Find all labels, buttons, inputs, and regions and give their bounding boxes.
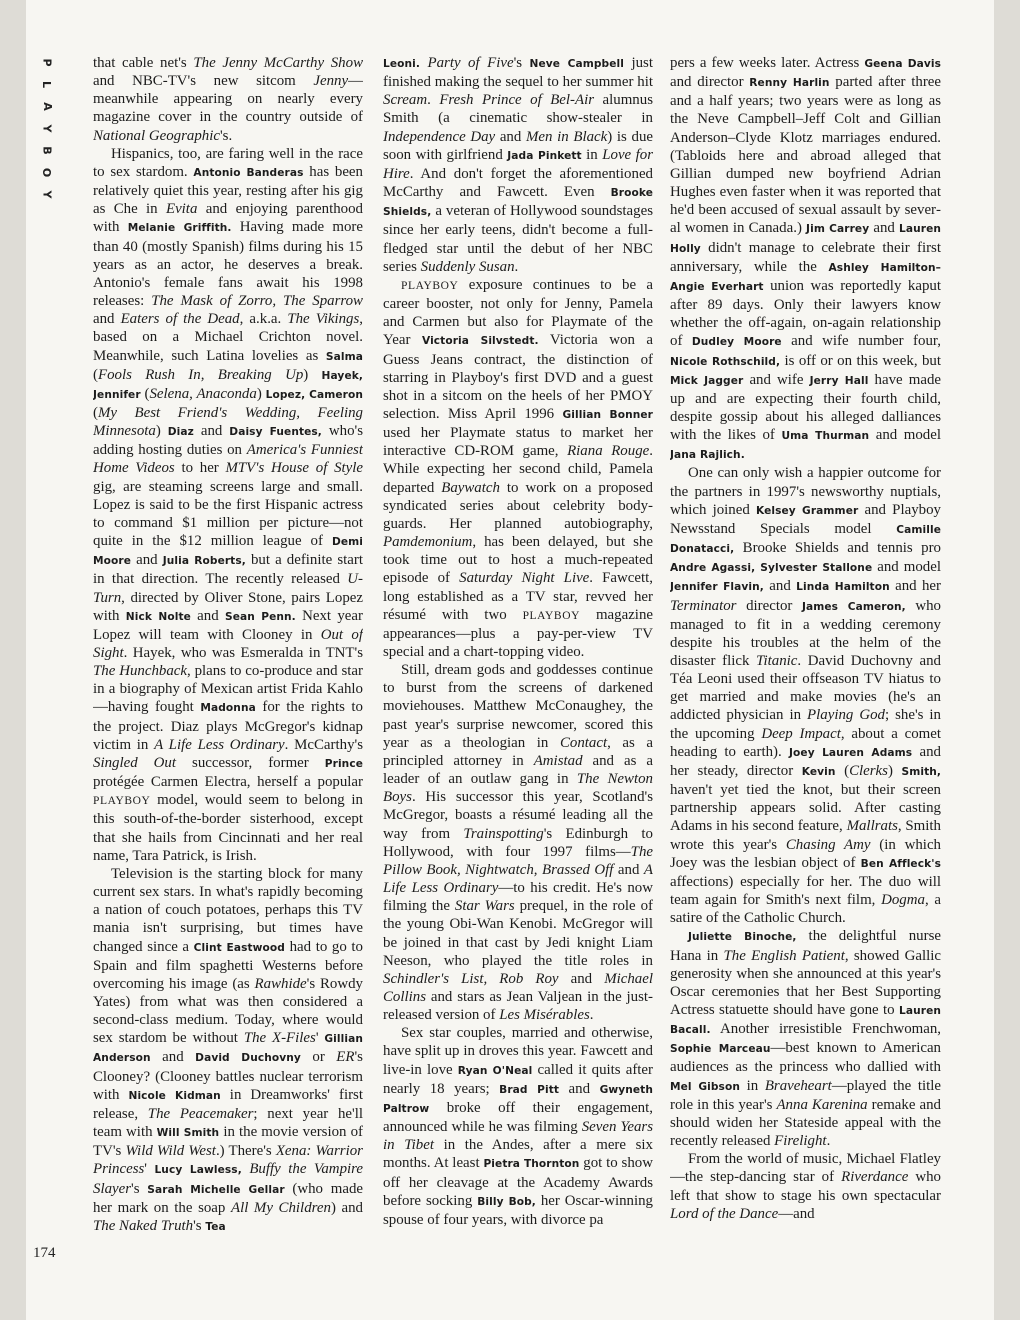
celebrity-name: Juliette Binoche, <box>688 931 797 944</box>
text-run: and her steady, director <box>670 743 941 779</box>
celebrity-name: Uma Thurman <box>781 430 870 443</box>
page-number: 174 <box>33 1245 56 1261</box>
small-caps-word: PLAYBOY <box>522 609 581 622</box>
text-run: , a satire of the Catholic Church. <box>670 892 941 927</box>
italic-title: Amistad <box>533 752 583 769</box>
text-run: From the world of music, Michael Flatley—the step-dancing star of <box>670 1151 941 1186</box>
text-run: —meanwhile appearing on nearly every magazine cover in the country outside of <box>93 73 363 126</box>
celebrity-name: Melanie Griffith. <box>127 222 232 235</box>
italic-title: The Mask of Zorro, The Sparrow <box>151 293 363 310</box>
text-run: 's. <box>219 127 233 144</box>
text-run: for the rights to the project. Diaz plays McGregor's kidnap victim in <box>93 699 363 753</box>
celebrity-name: James Cameron, <box>801 600 906 613</box>
text-run: and wife number four, <box>781 333 941 350</box>
text-run: and <box>131 552 163 569</box>
italic-title: Riverdance <box>841 1169 909 1186</box>
text-run: —and <box>778 1205 815 1222</box>
celebrity-name: Jana Rajlich. <box>670 449 745 462</box>
celebrity-name: Nick Nolte <box>125 610 191 623</box>
text-run: in <box>739 1077 765 1094</box>
italic-title: Contact <box>559 734 608 751</box>
italic-title: A Life Less Ordinary <box>154 736 285 753</box>
text-run: —best known to American audiences as the princess who dallied with <box>670 1040 941 1076</box>
italic-title: Party of Five <box>427 55 514 71</box>
text-run: who left that show to stage his own spectacular <box>670 1169 941 1204</box>
italic-title: Out of Sight <box>93 626 363 661</box>
text-run: .) There's <box>215 1143 276 1160</box>
italic-title: A Life Less Ordinary <box>383 861 653 897</box>
italic-title: The X-Files <box>243 1030 316 1047</box>
italic-title: All My Children <box>230 1199 331 1216</box>
celebrity-name: Will Smith <box>156 1127 220 1140</box>
italic-title: Titanic <box>756 653 798 669</box>
italic-title: Schindler's List, Rob Roy <box>383 970 559 987</box>
text-run: prequel, in the role of the young Obi-Wan Kenobi. McGregor will be joined in that cast by Jedi knight Liam Neeson, who played the title roles in <box>383 898 653 969</box>
celebrity-name: Brooke Shields, <box>383 187 653 219</box>
italic-title: America's Funniest Home Videos <box>93 442 363 477</box>
celebrity-name: Salma <box>325 350 363 363</box>
text-run: didn't manage to celebrate their first anniversary, while the <box>670 239 941 275</box>
text-run: haven't yet tied the knot, but their screen partnership appears solid. After casting Adams in his second feature, <box>670 782 941 835</box>
text-run: director <box>736 597 802 614</box>
text-run: called it quits after nearly 18 years; <box>383 1061 653 1097</box>
italic-title: Rawhide <box>254 975 307 992</box>
text-run: ; she's in the upcoming <box>670 707 941 742</box>
text-run: and stars as Jean Valjean in the just-released version of <box>383 988 653 1024</box>
text-run: and Playboy Newsstand Specials model <box>670 501 941 537</box>
text-run: . While expecting her second child, Pamela departed <box>383 443 653 496</box>
italic-title: Chasing Amy <box>785 836 871 853</box>
italic-title: Scream <box>383 92 428 109</box>
text-run: ( <box>93 404 98 421</box>
running-head-letter: A <box>40 102 54 111</box>
celebrity-name: Nicole Kidman <box>128 1089 221 1102</box>
text-run: Sex star couples, married and otherwise, have split up in droves this year. Fawcett and live-in love <box>383 1025 653 1078</box>
running-head-letter: Y <box>40 190 54 199</box>
text-run: 's Clooney? (Clooney battles nuclear terrorism with <box>93 1049 363 1103</box>
text-run: and <box>190 607 225 624</box>
text-run: the delightful nurse Hana in <box>670 928 941 964</box>
text-run: in the movie version of TV's <box>93 1124 363 1160</box>
celebrity-name: Julia Roberts, <box>162 555 246 568</box>
celebrity-name: Neve Campbell <box>529 58 624 70</box>
text-run: ; next year he'll team with <box>93 1105 363 1141</box>
text-run: have made up and are expecting their fourth child, despite gossip about his alleged dalliances with the likes of <box>670 371 941 444</box>
celebrity-name: Gwyneth Paltrow <box>383 1083 653 1115</box>
italic-title: The Newton Boys <box>383 771 653 806</box>
text-run: model, would seem to belong in this south-of-the-border sisterhood, except that she hails from Cincinnati and her real name, Tara Patrick, is Irish. <box>93 792 363 864</box>
celebrity-name: Ryan O'Neal <box>457 1064 533 1077</box>
text-run: One can only wish a happier outcome for the partners in 1997's newsworthy nuptials, which joined <box>670 465 941 518</box>
text-run: 's Edinburgh to Hollywood, with four 1997 films— <box>383 825 653 860</box>
text-run: affections) especially for her. The duo will team again for Smith's next film, <box>670 873 941 909</box>
text-run: Next year Lopez will team with Clooney in <box>93 607 363 643</box>
celebrity-name: Kelsey Grammer <box>755 504 859 517</box>
text-run: ( <box>140 385 150 402</box>
italic-title: Michael Collins <box>383 970 653 1005</box>
italic-title: Baywatch <box>441 479 500 496</box>
text-run: got to show off her cleavage at the Academy Awards before socking <box>383 1155 653 1209</box>
celebrity-name: Tea <box>205 1220 226 1233</box>
italic-title: The Hunchback <box>93 663 187 680</box>
running-head <box>36 56 58 201</box>
text-run: , about a comet heading to earth). <box>670 725 941 760</box>
celebrity-name: Ben Affleck's <box>860 857 941 870</box>
italic-title: Singled Out <box>93 754 177 771</box>
celebrity-name: Prince <box>324 757 363 770</box>
text-run: —to his credit. He's now filming the <box>383 880 653 915</box>
italic-title: MTV's House of Style <box>225 460 363 477</box>
celebrity-name: Daisy Fuentes, <box>229 426 322 439</box>
italic-title: Trainspotting <box>463 825 544 842</box>
text-run: and as a leader of an outlaw gang in <box>383 752 653 788</box>
italic-title: Lord of the Dance <box>670 1205 779 1222</box>
text-run: who's adding hosting duties on <box>93 423 363 459</box>
italic-title: Pamdemonium <box>383 534 473 551</box>
text-run: in Dreamworks' first release, <box>93 1086 363 1122</box>
celebrity-name: Ashley Hamilton–Angie Everhart <box>670 261 941 293</box>
celebrity-name: Andre Agassi, Sylvester Stallone <box>670 562 873 575</box>
italic-title: Deep Impact <box>761 725 841 742</box>
text-run: successor, former <box>176 754 325 771</box>
text-run: 's <box>193 1217 206 1234</box>
text-run: (who made her mark on the soap <box>93 1180 363 1216</box>
text-run: and <box>559 1080 600 1097</box>
text-run: and <box>150 1049 196 1066</box>
celebrity-name: Sean Penn. <box>224 610 296 623</box>
text-run: . <box>514 258 519 275</box>
text-run: a veteran of Hollywood soundstages since her early teens, didn't become a full-fledged star until the debut of her NBC series <box>383 203 653 275</box>
text-run: magazine appearances—plus a pay-per-view TV special and a chart-topping video. <box>383 606 653 660</box>
text-run: . David Duchovny and Téa Leoni used their offseason TV hiatus to get married and make movies (he's an addicted physician in <box>670 653 941 724</box>
italic-title: Xena: Warrior Princess <box>93 1143 363 1178</box>
paragraph <box>670 54 941 464</box>
text-run: . Fawcett, long established as a TV star, revved her résumé with two <box>383 570 653 623</box>
text-run: in the Andes, after a mere six months. At least <box>383 1137 653 1172</box>
italic-title: Seven Years in Tibet <box>383 1119 653 1154</box>
italic-title: Dogma <box>881 892 925 909</box>
text-run: ' <box>144 1161 155 1178</box>
celebrity-name: Dudley Moore <box>691 336 782 349</box>
celebrity-name: Gillian Bonner <box>562 408 653 421</box>
celebrity-name: Lopez, Cameron <box>265 388 363 401</box>
text-run: pers a few weeks later. Actress <box>670 55 865 71</box>
small-caps-word: PLAYBOY <box>401 279 459 292</box>
text-column-3 <box>670 54 941 1290</box>
text-run: . <box>427 92 440 109</box>
text-run: 's Rowdy Yates) from what was then considered a second-class medium. Today, where would sex stardom be without <box>93 975 363 1047</box>
italic-title: National Geographic <box>93 127 220 144</box>
text-run: just finished making the sequel to her summer hit <box>383 55 653 91</box>
text-run: (in which Joey was the lesbian object of <box>670 836 941 871</box>
text-run: has been relatively quiet this year, resting after his gig as Che in <box>93 163 363 218</box>
text-run: parted after three and a half years; two years were as long as the Neve Campbell–Jeff Colt and Gillian Anderson–Clyde Klotz marriages endured. (Tabloids here and abroad alleged that Gillian dumped new boyfriend Adrian Hughes even faster when it was reported that he'd been accused of sexual assault by several women in Canada.) <box>670 74 941 237</box>
celebrity-name: Madonna <box>200 702 256 715</box>
running-head-letter: P <box>40 58 54 67</box>
paragraph <box>383 276 653 661</box>
celebrity-name: David Duchovny <box>195 1052 301 1065</box>
text-run: and <box>613 861 644 878</box>
text-run: —played the title role in this year's <box>670 1077 941 1113</box>
text-run: union was reportedly kaput after 89 days. Only their lawyers know whether the off-again, on-again relationship of <box>670 277 941 350</box>
text-run: and <box>193 423 230 440</box>
celebrity-name: Renny Harlin <box>749 77 830 90</box>
text-run: ) is due soon with girlfriend <box>383 128 653 163</box>
text-run: . And don't forget the aforementioned McCarthy and Fawcett. Even <box>383 165 653 201</box>
text-run: . <box>589 1007 594 1024</box>
text-run: and enjoying parenthood with <box>93 201 363 236</box>
paragraph <box>670 1150 941 1223</box>
celebrity-name: Nicole Rothschild, <box>670 355 781 368</box>
italic-title: The Pillow Book, Nightwatch, Brassed Off <box>383 843 653 878</box>
italic-title: Braveheart <box>764 1077 832 1094</box>
celebrity-name: Pietra Thornton <box>483 1158 580 1171</box>
running-head-letter: O <box>40 167 54 178</box>
celebrity-name: Mick Jagger <box>670 374 744 387</box>
paragraph <box>383 54 653 276</box>
text-run: used her Playmate status to market her interactive CD-ROM game, <box>383 425 653 460</box>
text-run: gig, are steaming screens large and small. Lopez is said to be the first Hispanic actress to command $1 million per picture—not quite in the $12 million league of <box>93 478 363 550</box>
text-run: . <box>826 1133 831 1150</box>
celebrity-name: Diaz <box>167 426 194 439</box>
text-run: but a definite start in that direction. The recently released <box>93 552 363 588</box>
text-run: and <box>869 220 900 237</box>
text-run: to her <box>174 460 226 477</box>
celebrity-name: Lauren Bacall. <box>670 1004 941 1037</box>
text-run: 's <box>131 1180 148 1197</box>
text-run: ( <box>835 762 850 779</box>
italic-title: Independence Day <box>383 128 496 145</box>
text-run: , Smith wrote this year's <box>670 818 941 853</box>
italic-title: The Jenny McCarthy Show <box>193 55 363 71</box>
italic-title: Mallrats <box>846 818 898 835</box>
celebrity-name: Leoni. <box>383 58 421 70</box>
celebrity-name: Linda Hamilton <box>796 581 890 594</box>
text-column-1 <box>93 54 363 1290</box>
text-run: Victoria won a Guess Jeans contract, the distinction of starring in Playboy's first DVD and a guest shot in a sitcom on the heels of her PMOY selection. Miss April 1996 <box>383 332 653 422</box>
text-run: ( <box>93 366 98 383</box>
italic-title: Les Misérables <box>499 1007 590 1024</box>
text-run: , as a principled attorney in <box>383 734 653 769</box>
celebrity-name: Jim Carrey <box>806 223 870 236</box>
text-run: , based on a Michael Crichton novel. Meanwhile, such Latina lovelies as <box>93 311 363 364</box>
text-run: had to go to Spain and film spaghetti Westerns before overcoming his image (as <box>93 938 363 992</box>
paragraph <box>383 661 653 1024</box>
text-run: Having made more than 40 (mostly Spanish) films during his 15 years as an actor, he deserves a break. Antonio's female fans await his 1998 releases: <box>93 219 363 310</box>
text-run: and <box>495 128 526 145</box>
text-run: , plans to co-produce and star in a biography of Mexican artist Frida Kahlo—having fought <box>93 663 363 716</box>
running-head-letter: Y <box>40 124 54 133</box>
celebrity-name: Demi Moore <box>93 536 363 568</box>
text-run: and <box>93 311 121 328</box>
text-run: ) <box>887 762 902 779</box>
celebrity-name: Geena Davis <box>864 58 941 70</box>
text-run: Still, dream gods and goddesses continue to burst from the screens of darkened moviehouses. Matthew McConaughey, the past year's surprise newcomer, scored this year as a theologian in <box>383 662 653 751</box>
celebrity-name: Victoria Silvstedt. <box>421 335 539 348</box>
text-run: who managed to fit in a wedding ceremony despite his troubles at the helm of the disaster flick <box>670 597 941 669</box>
italic-title: Saturday Night Live <box>459 570 590 587</box>
celebrity-name: Antonio Banderas <box>193 166 304 179</box>
text-run: , a.k.a. <box>239 311 288 328</box>
italic-title: Firelight <box>774 1133 827 1150</box>
italic-title: The Peacemaker <box>147 1105 254 1122</box>
text-run: broke off their engagement, announced while he was filming <box>383 1099 653 1136</box>
celebrity-name: Camille Donatacci, <box>670 523 941 556</box>
italic-title: Selena, Anaconda <box>149 385 257 402</box>
paragraph <box>93 54 363 145</box>
italic-title: My Best Friend's Wedding, Feeling Minnesota <box>93 404 363 440</box>
celebrity-name: Smith, <box>901 765 941 778</box>
paragraph <box>670 464 941 927</box>
paragraph <box>93 145 363 865</box>
text-run: ) <box>303 366 322 383</box>
italic-title: Clerks <box>849 762 888 779</box>
text-run: 's <box>513 55 530 71</box>
italic-title: The Vikings <box>287 311 360 328</box>
celebrity-name: Jerry Hall <box>809 374 869 387</box>
text-run: Brooke Shields and tennis pro <box>734 540 941 557</box>
text-run: is off or on this week, but <box>780 352 941 369</box>
text-run: Television is the starting block for many current sex stars. In what's rapidly becoming a nation of couch potatoes, perhaps this TV mania isn't surprising, but times have changed since a <box>93 865 363 955</box>
text-run: and model <box>872 559 941 576</box>
text-run: and <box>558 970 605 987</box>
running-head-letter: B <box>40 146 54 155</box>
text-column-2 <box>383 54 653 1290</box>
italic-title: Suddenly Susan <box>420 258 515 275</box>
text-run: , showed Gallic generosity when she announced at this year's Oscar ceremonies that her Best Supporting Actress statuette should have gone to <box>670 947 941 1018</box>
text-run: ) <box>155 423 168 440</box>
text-run: ' <box>315 1030 325 1047</box>
italic-title: Jenny <box>313 73 349 90</box>
italic-title: Buffy the Vampire Slayer <box>93 1161 363 1197</box>
text-run: . McCarthy's <box>284 736 363 753</box>
celebrity-name: Clint Eastwood <box>193 941 285 954</box>
celebrity-name: Mel Gibson <box>670 1080 740 1093</box>
text-run: alumnus Smith (a cinematic show-stealer in <box>383 92 653 127</box>
text-run: her Oscar-winning spouse of four years, with divorce pa <box>383 1192 653 1228</box>
italic-title: U-Turn <box>93 571 363 606</box>
italic-title: The Naked Truth <box>93 1217 194 1234</box>
text-run: , directed by Oliver Stone, pairs Lopez with <box>93 589 363 624</box>
italic-title: Star Wars <box>454 898 515 915</box>
italic-title: ER <box>336 1049 355 1066</box>
italic-title: Wild Wild West <box>125 1143 216 1160</box>
celebrity-name: Hayek, Jennifer <box>93 369 363 401</box>
celebrity-name: Sophie Marceau <box>670 1043 771 1056</box>
page-left-margin <box>0 0 26 1320</box>
text-run: to work on a proposed syndicated series about celebrity bodyguards. Her planned autobiography, <box>383 479 653 532</box>
text-run: and <box>763 578 797 595</box>
text-run: remake and should widen her Stateside appeal with the recently released <box>670 1096 941 1150</box>
celebrity-name: Sarah Michelle Gellar <box>147 1183 285 1196</box>
celebrity-name: Brad Pitt <box>499 1083 560 1096</box>
italic-title: The English Patient <box>723 947 845 964</box>
text-run: and her <box>889 578 941 595</box>
text-run: and NBC-TV's new sitcom <box>93 73 314 90</box>
text-run: or <box>300 1049 337 1066</box>
running-head-letter: L <box>40 80 54 89</box>
italic-title: Playing God <box>807 707 885 724</box>
celebrity-name: Jennifer Flavin, <box>670 581 764 594</box>
text-run <box>420 55 427 71</box>
celebrity-name: Lauren Holly <box>670 223 941 255</box>
text-run: exposure continues to be a career booster, not only for Jenny, Pamela and Carmen but also for Playmate of the Year <box>383 276 653 349</box>
text-run: in <box>581 146 603 163</box>
text-run: and wife <box>743 371 810 388</box>
text-run: . His successor this year, Scotland's McGregor, boasts a résumé leading all the way from <box>383 789 653 842</box>
small-caps-word: PLAYBOY <box>93 795 151 808</box>
text-run: Hispanics, too, are faring well in the race to sex stardom. <box>93 145 363 180</box>
paragraph <box>383 1024 653 1229</box>
text-run: Another irresistible Frenchwoman, <box>710 1021 941 1038</box>
paragraph <box>93 865 363 1236</box>
italic-title: Anna Karenina <box>776 1096 868 1113</box>
italic-title: Fools Rush In, Breaking Up <box>97 366 304 383</box>
celebrity-name: Kevin <box>801 765 836 778</box>
text-run: , has been delayed, but she took time out to host a much-repeated episode of <box>383 534 653 587</box>
celebrity-name: Jada Pinkett <box>507 149 582 162</box>
italic-title: Men in Black <box>526 128 608 145</box>
italic-title: Riana Rouge <box>567 443 650 460</box>
text-run: and model <box>869 427 941 444</box>
text-run: ) <box>256 385 266 402</box>
text-run: . Hayek, who was Esmeralda in TNT's <box>123 645 363 661</box>
celebrity-name: Lucy Lawless, <box>154 1164 242 1177</box>
text-run: and director <box>670 74 750 91</box>
text-run: that cable net's <box>93 55 194 71</box>
celebrity-name: Billy Bob, <box>477 1195 536 1208</box>
italic-title: Love for Hire <box>383 146 653 182</box>
celebrity-name: Joey Lauren Adams <box>789 746 913 759</box>
celebrity-name: Gillian Anderson <box>93 1033 363 1065</box>
text-run: ) and <box>330 1199 363 1216</box>
italic-title: Eaters of the Dead <box>120 311 240 328</box>
page-right-margin <box>994 0 1020 1320</box>
paragraph <box>670 927 941 1150</box>
italic-title: Terminator <box>670 597 737 614</box>
italic-title: Evita <box>165 201 198 218</box>
text-run: protégée Carmen Electra, herself a popular <box>93 774 363 791</box>
italic-title: Fresh Prince of Bel-Air <box>439 92 595 109</box>
